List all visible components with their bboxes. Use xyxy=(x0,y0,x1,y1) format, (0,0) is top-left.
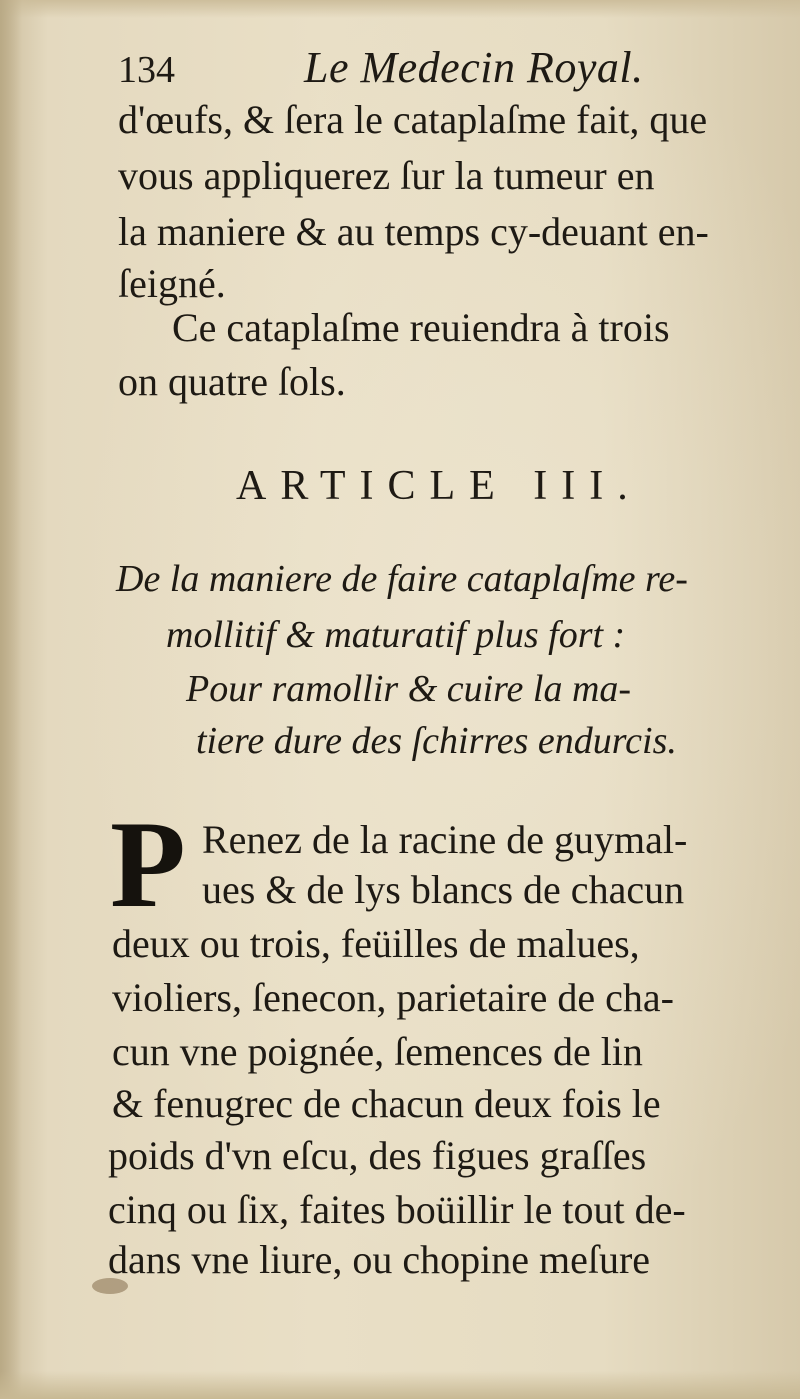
page-header xyxy=(118,40,758,100)
page-bottom-shadow xyxy=(0,1371,800,1399)
text-line: violiers, ſenecon, parietaire de cha- xyxy=(112,975,674,1020)
text-line: Renez de la racine de guymal- xyxy=(202,817,688,862)
text-line: & fenugrec de chacun deux fois le xyxy=(112,1081,661,1126)
drop-capital: P xyxy=(110,796,186,933)
text-line: ſeigné. xyxy=(118,261,226,306)
text-line: poids d'vn eſcu, des figues graſſes xyxy=(108,1133,647,1178)
page-gutter-shadow xyxy=(0,0,22,1399)
article-heading: ARTICLE III. xyxy=(236,463,642,509)
page-number: 134 xyxy=(118,49,175,91)
text-line: cinq ou ſix, faites boüillir le tout de- xyxy=(108,1187,686,1232)
text-line: la maniere & au temps cy-deuant en- xyxy=(118,209,709,254)
text-line: vous appliquerez ſur la tumeur en xyxy=(118,153,655,198)
subtitle-line: tiere dure des ſchirres endurcis. xyxy=(196,720,677,762)
text-line: ues & de lys blancs de chacun xyxy=(202,867,685,912)
text-line: Ce cataplaſme reuiendra à trois xyxy=(172,305,670,350)
page-top-shadow xyxy=(0,0,800,18)
ink-stain xyxy=(92,1278,128,1294)
text-line: on quatre ſols. xyxy=(118,359,346,404)
subtitle-line: mollitif & maturatif plus fort : xyxy=(166,614,626,656)
subtitle-line: Pour ramollir & cuire la ma- xyxy=(186,668,632,710)
text-line: d'œufs, & ſera le cataplaſme fait, que xyxy=(118,97,708,142)
subtitle-line: De la maniere de faire cataplaſme re- xyxy=(116,558,688,600)
running-title: Le Medecin Royal. xyxy=(304,43,644,92)
text-line: cun vne poignée, ſemences de lin xyxy=(112,1029,643,1074)
text-line: deux ou trois, feüilles de malues, xyxy=(112,921,640,966)
text-line: dans vne liure, ou chopine meſure xyxy=(108,1237,651,1282)
